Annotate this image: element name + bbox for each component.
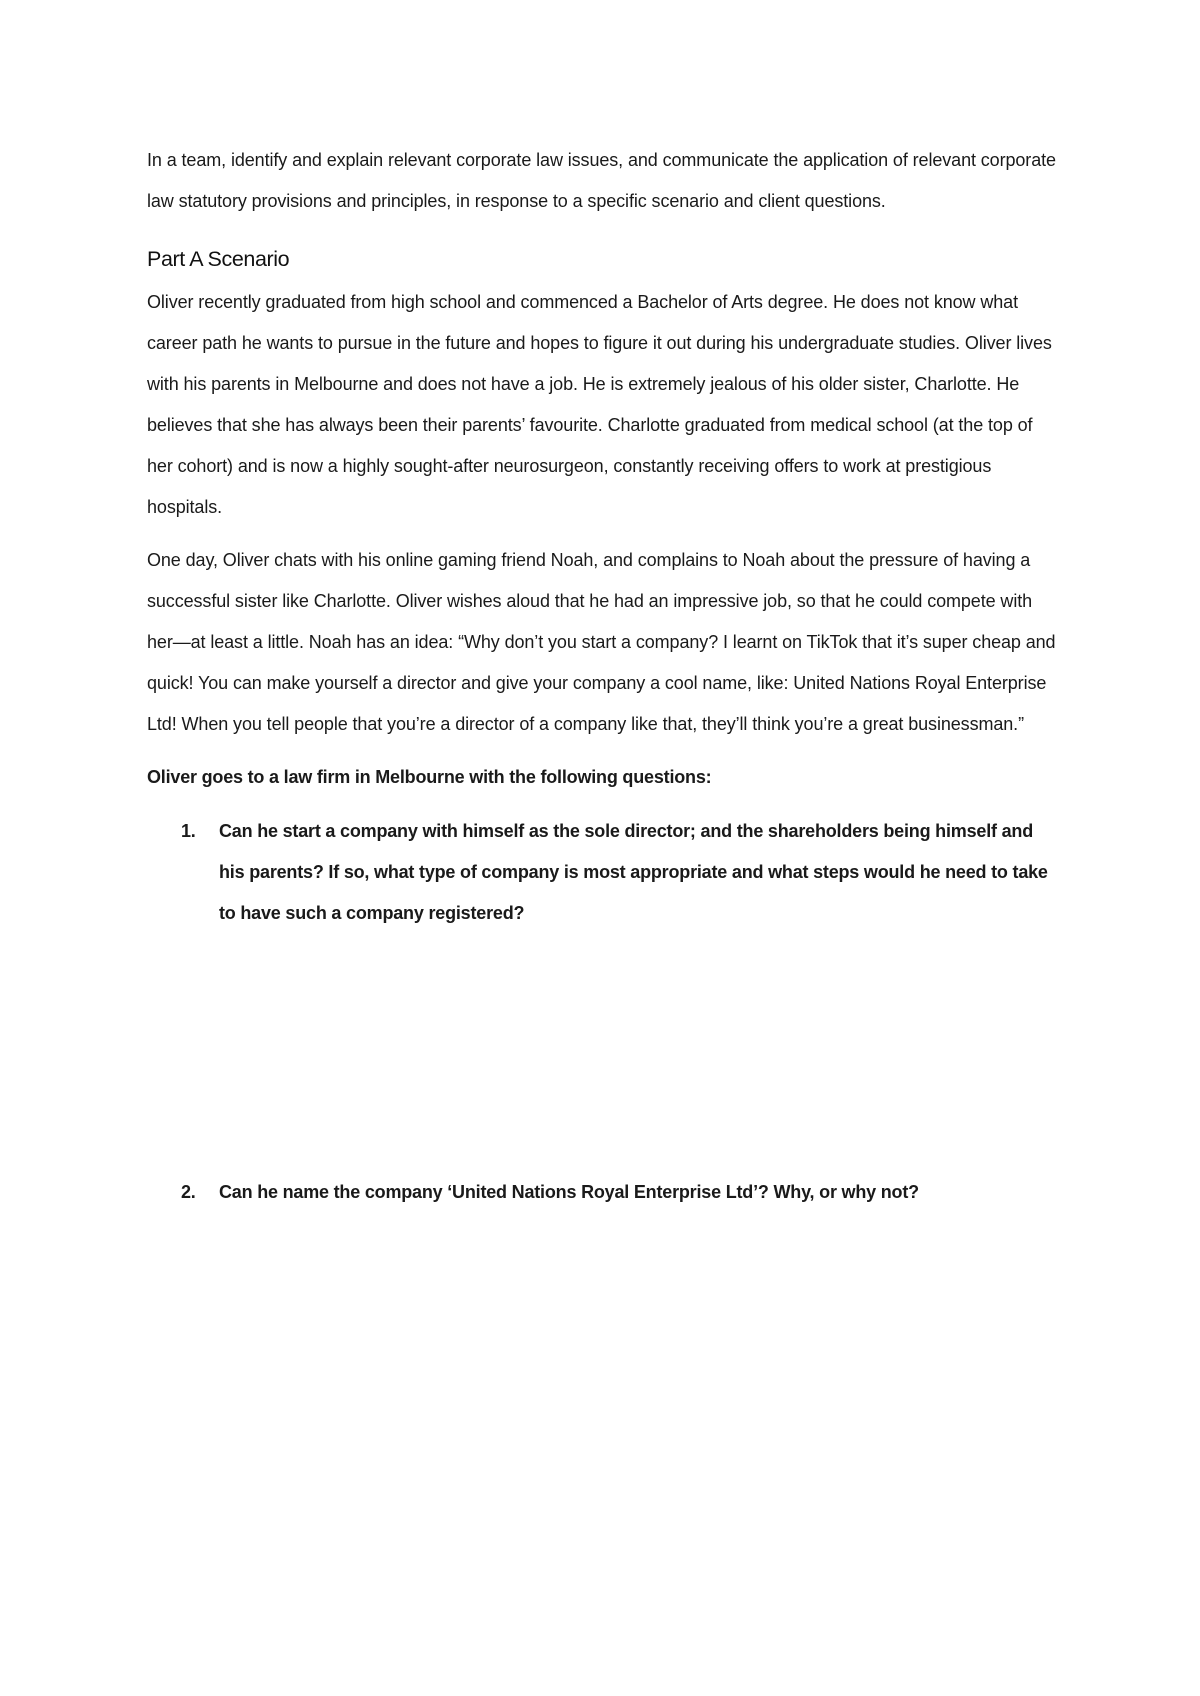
question-text-1: Can he start a company with himself as the sole director; and the shareholders being himself and his parents? If so, what type of company is most appropriate and what steps would he need to take to have such a company registered?: [219, 821, 1048, 923]
question-number-2: 2.: [181, 1182, 196, 1202]
question-text-2: Can he name the company ‘United Nations Royal Enterprise Ltd’? Why, or why not?: [219, 1182, 919, 1202]
question-list: [147, 811, 1057, 1213]
question-number-1: 1.: [181, 821, 196, 841]
intro-paragraph: In a team, identify and explain relevant corporate law issues, and communicate the application of relevant corporate law statutory provisions and principles, in response to a specific scenario and client questions.: [147, 150, 1056, 211]
section-heading: Part A Scenario: [147, 247, 290, 271]
questions-intro: Oliver goes to a law firm in Melbourne with the following questions:: [147, 767, 712, 787]
scenario-paragraph-1: Oliver recently graduated from high school and commenced a Bachelor of Arts degree. He does not know what career path he wants to pursue in the future and hopes to figure it out during his undergraduate studies. Oliver lives with his parents in Melbourne and does not have a job. He is extremely jealous of his older sister, Charlotte. He believes that she has always been their parents’ favourite. Charlotte graduated from medical school (at the top of her cohort) and is now a highly sought-after neurosurgeon, constantly receiving offers to work at prestigious hospitals.: [147, 292, 1052, 517]
scenario-paragraph-2: One day, Oliver chats with his online gaming friend Noah, and complains to Noah about the pressure of having a successful sister like Charlotte. Oliver wishes aloud that he had an impressive job, so that he could compete with her—at least a little. Noah has an idea: “Why don’t you start a company? I learnt on TikTok that it’s super cheap and quick! You can make yourself a director and give your company a cool name, like: United Nations Royal Enterprise Ltd! When you tell people that you’re a director of a company like that, they’ll think you’re a great businessman.”: [147, 550, 1056, 734]
question-item-2: [147, 1172, 1057, 1213]
document-content: [147, 140, 1057, 1213]
question-item-1: [147, 811, 1057, 934]
